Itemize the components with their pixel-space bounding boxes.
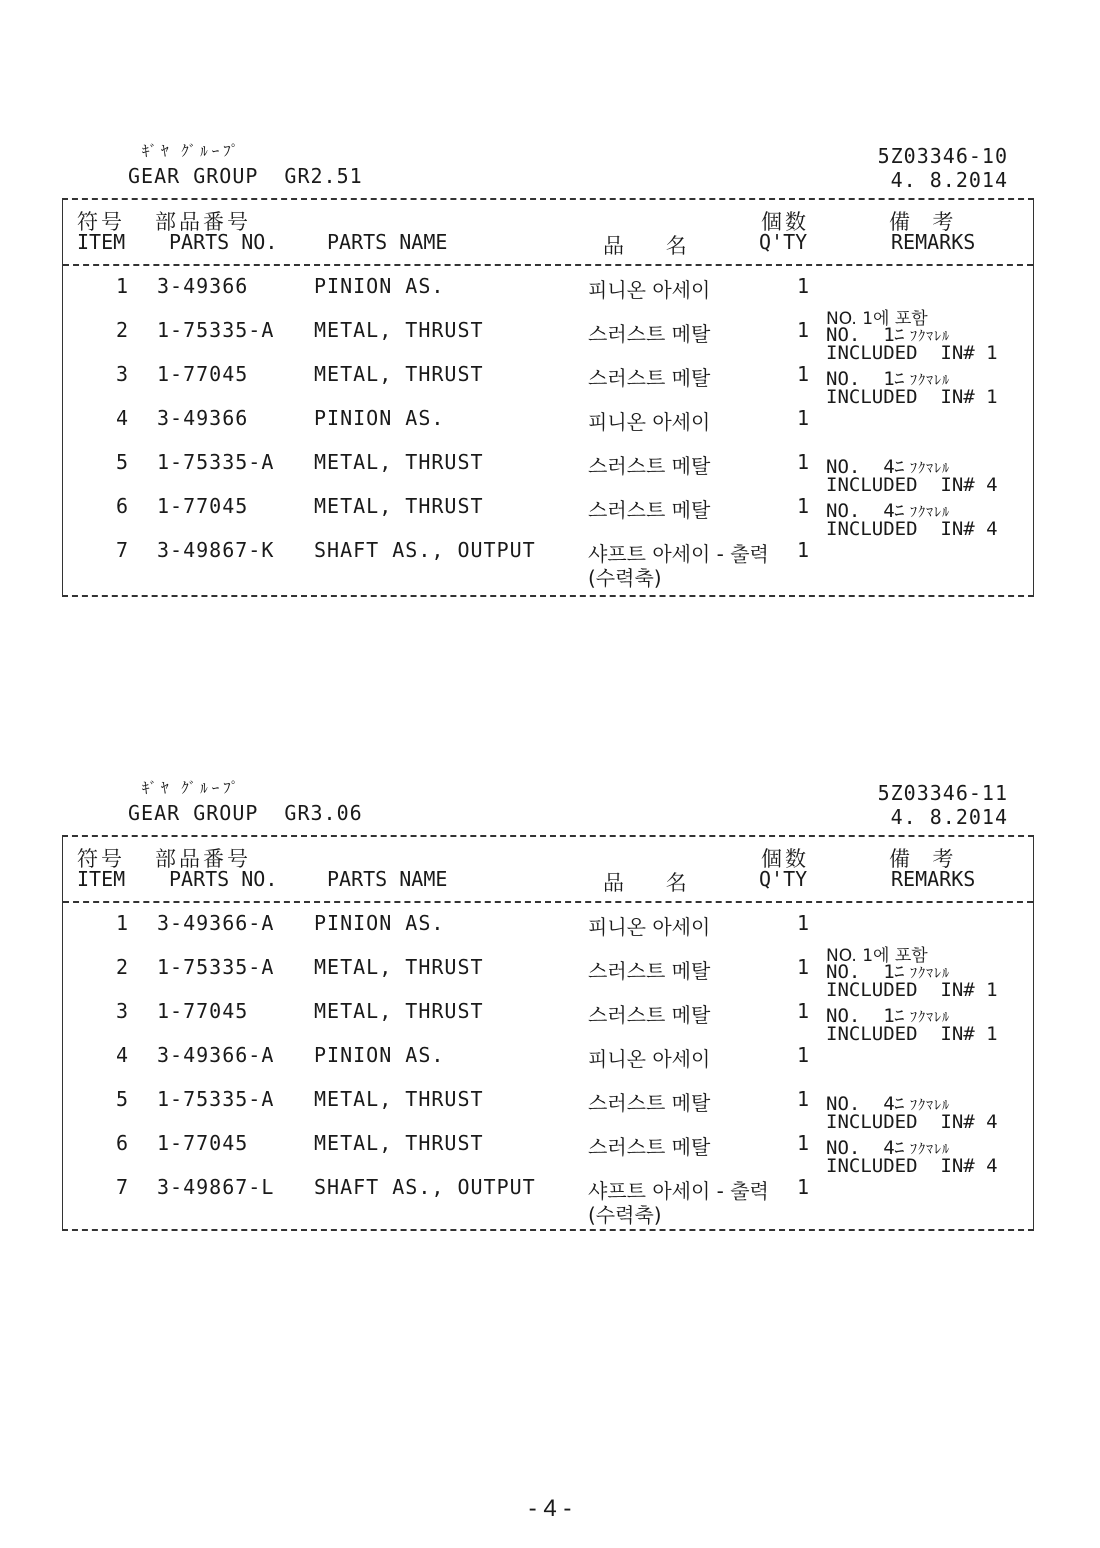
group-kana: ｷﾞﾔ ｸﾞﾙｰﾌﾟ (142, 142, 243, 160)
remark-line: INCLUDED IN# 1 (826, 979, 998, 1001)
doc-number (878, 781, 1008, 829)
table-row (63, 538, 1033, 590)
parts-no-header: PARTS NO. (169, 230, 278, 254)
qty: 1 (797, 955, 811, 979)
remark-text: NO. 1ﾆ (826, 324, 905, 346)
qty-jp-header: 個数 (761, 210, 809, 234)
group-title (128, 164, 363, 188)
item-jp-header: 符号 (77, 210, 125, 234)
qty: 1 (797, 1043, 811, 1067)
remark-kana: ﾌｸﾏﾚﾙ (910, 373, 951, 389)
parts-name: METAL, THRUST (314, 1087, 484, 1111)
item-jp-header: 符号 (77, 847, 125, 871)
remark-line: NO. 1에 포함 (826, 946, 928, 966)
remarks-jp-header: 備 考 (889, 210, 957, 234)
group-kana: ｷﾞﾔ ｸﾞﾙｰﾌﾟ (142, 779, 243, 797)
remark-kana: ﾌｸﾏﾚﾙ (910, 1010, 951, 1026)
item-header: ITEM (77, 867, 126, 891)
parts-name: METAL, THRUST (314, 318, 484, 342)
remark-line: NO. 1에 포함 (826, 309, 928, 329)
parts-name-kr: 스러스트 메탈 (588, 1135, 711, 1159)
parts-name-kr: 스러스트 메탈 (588, 454, 711, 478)
parts-table (62, 835, 1034, 1231)
group-label: GEAR GROUP (128, 801, 259, 825)
parts-no: 3-49366-A (157, 911, 275, 935)
parts-no: 3-49366-A (157, 1043, 275, 1067)
remark-text: NO. 4ﾆ (826, 456, 905, 478)
table-row (63, 1175, 1033, 1227)
qty: 1 (797, 362, 811, 386)
parts-name: PINION AS. (314, 274, 445, 298)
parts-no-jp-header: 部品番号 (155, 210, 251, 234)
parts-name-jp-header: 品 名 (603, 234, 690, 258)
remark-line: INCLUDED IN# 4 (826, 1155, 998, 1177)
remark-text: NO. 4ﾆ (826, 1093, 905, 1115)
page-number: - 4 - (528, 1495, 572, 1522)
qty: 1 (797, 1131, 811, 1155)
qty: 1 (797, 911, 811, 935)
parts-name-kr: 피니온 아세이 (588, 1047, 711, 1071)
remarks-jp-header: 備 考 (889, 847, 957, 871)
parts-no: 1-77045 (157, 494, 249, 518)
parts-name-kr: 스러스트 메탈 (588, 322, 711, 346)
doc-no: 5Z03346-11 (877, 781, 1008, 805)
parts-no: 3-49867-L (157, 1175, 275, 1199)
parts-name: PINION AS. (314, 1043, 445, 1067)
item-no: 5 (115, 1087, 129, 1111)
group-label: GEAR GROUP (128, 164, 259, 188)
item-no: 1 (115, 911, 129, 935)
qty: 1 (797, 406, 811, 430)
qty-header: Q'TY (759, 867, 808, 891)
remark-text: NO. 4ﾆ (826, 1137, 905, 1159)
item-no: 4 (115, 1043, 129, 1067)
remark-line: INCLUDED IN# 4 (826, 474, 998, 496)
parts-no-jp-header: 部品番号 (155, 847, 251, 871)
table-row (63, 406, 1033, 450)
remark-line: INCLUDED IN# 4 (826, 1111, 998, 1133)
parts-name-header: PARTS NAME (327, 230, 448, 254)
doc-date: 4. 8.2014 (890, 168, 1008, 192)
item-no: 3 (115, 362, 129, 386)
parts-name-kr: 피니온 아세이 (588, 410, 711, 434)
remark-kana: ﾌｸﾏﾚﾙ (910, 329, 951, 345)
remarks-header: REMARKS (891, 867, 976, 891)
parts-no-header: PARTS NO. (169, 867, 278, 891)
parts-name-kr-sub: (수력축) (588, 1203, 662, 1227)
parts-name-kr: 스러스트 메탈 (588, 1091, 711, 1115)
parts-no: 1-75335-A (157, 1087, 275, 1111)
parts-name-kr: 샤프트 아세이 - 출력 (588, 1179, 769, 1203)
remark-text: NO. 1ﾆ (826, 368, 905, 390)
parts-name-kr: 스러스트 메탈 (588, 366, 711, 390)
parts-name: SHAFT AS., OUTPUT (314, 538, 536, 562)
table-header (63, 200, 1033, 266)
table-header (63, 837, 1033, 903)
remark-kana: ﾌｸﾏﾚﾙ (910, 505, 951, 521)
parts-name-kr: 피니온 아세이 (588, 915, 711, 939)
parts-name: METAL, THRUST (314, 494, 484, 518)
parts-name: PINION AS. (314, 406, 445, 430)
qty: 1 (797, 450, 811, 474)
parts-name-kr-sub: (수력축) (588, 566, 662, 590)
remark-text: NO. 1ﾆ (826, 1005, 905, 1027)
parts-name-kr: 스러스트 메탈 (588, 498, 711, 522)
parts-name: METAL, THRUST (314, 450, 484, 474)
parts-name-kr: 스러스트 메탈 (588, 959, 711, 983)
parts-name: METAL, THRUST (314, 362, 484, 386)
item-no: 3 (115, 999, 129, 1023)
doc-no: 5Z03346-10 (877, 144, 1008, 168)
remark-line: INCLUDED IN# 1 (826, 1023, 998, 1045)
group-code: GR2.51 (284, 164, 363, 188)
qty: 1 (797, 494, 811, 518)
parts-name: METAL, THRUST (314, 1131, 484, 1155)
parts-no: 3-49366 (157, 274, 249, 298)
remarks-header: REMARKS (891, 230, 976, 254)
parts-name-kr: 샤프트 아세이 - 출력 (588, 542, 769, 566)
parts-no: 1-77045 (157, 362, 249, 386)
doc-number (878, 144, 1008, 192)
item-no: 7 (115, 1175, 129, 1199)
parts-no: 1-77045 (157, 1131, 249, 1155)
remark-kana: ﾌｸﾏﾚﾙ (910, 1142, 951, 1158)
item-no: 2 (115, 955, 129, 979)
parts-no: 3-49867-K (157, 538, 275, 562)
parts-no: 1-75335-A (157, 318, 275, 342)
parts-no: 1-75335-A (157, 450, 275, 474)
parts-name-kr: 스러스트 메탈 (588, 1003, 711, 1027)
parts-no: 1-77045 (157, 999, 249, 1023)
qty: 1 (797, 1087, 811, 1111)
item-no: 1 (115, 274, 129, 298)
qty: 1 (797, 274, 811, 298)
parts-name-jp-header: 品 名 (603, 871, 690, 895)
parts-name-kr: 피니온 아세이 (588, 278, 711, 302)
item-header: ITEM (77, 230, 126, 254)
table-row (63, 1043, 1033, 1087)
qty: 1 (797, 1175, 811, 1199)
remark-line: INCLUDED IN# 4 (826, 518, 998, 540)
parts-name: SHAFT AS., OUTPUT (314, 1175, 536, 1199)
item-no: 5 (115, 450, 129, 474)
parts-name: METAL, THRUST (314, 999, 484, 1023)
remark-kana: ﾌｸﾏﾚﾙ (910, 966, 951, 982)
qty: 1 (797, 999, 811, 1023)
remark-kana: ﾌｸﾏﾚﾙ (910, 1098, 951, 1114)
parts-no: 1-75335-A (157, 955, 275, 979)
remark-text: NO. 4ﾆ (826, 500, 905, 522)
qty-header: Q'TY (759, 230, 808, 254)
parts-table (62, 198, 1034, 597)
parts-name: METAL, THRUST (314, 955, 484, 979)
remark-line: INCLUDED IN# 1 (826, 342, 998, 364)
item-no: 2 (115, 318, 129, 342)
doc-date: 4. 8.2014 (890, 805, 1008, 829)
group-code: GR3.06 (284, 801, 363, 825)
item-no: 6 (115, 1131, 129, 1155)
item-no: 7 (115, 538, 129, 562)
parts-name-header: PARTS NAME (327, 867, 448, 891)
remark-kana: ﾌｸﾏﾚﾙ (910, 461, 951, 477)
qty: 1 (797, 318, 811, 342)
remark-text: NO. 1ﾆ (826, 961, 905, 983)
qty: 1 (797, 538, 811, 562)
item-no: 6 (115, 494, 129, 518)
qty-jp-header: 個数 (761, 847, 809, 871)
item-no: 4 (115, 406, 129, 430)
parts-no: 3-49366 (157, 406, 249, 430)
remark-line: INCLUDED IN# 1 (826, 386, 998, 408)
parts-name: PINION AS. (314, 911, 445, 935)
group-title (128, 801, 363, 825)
